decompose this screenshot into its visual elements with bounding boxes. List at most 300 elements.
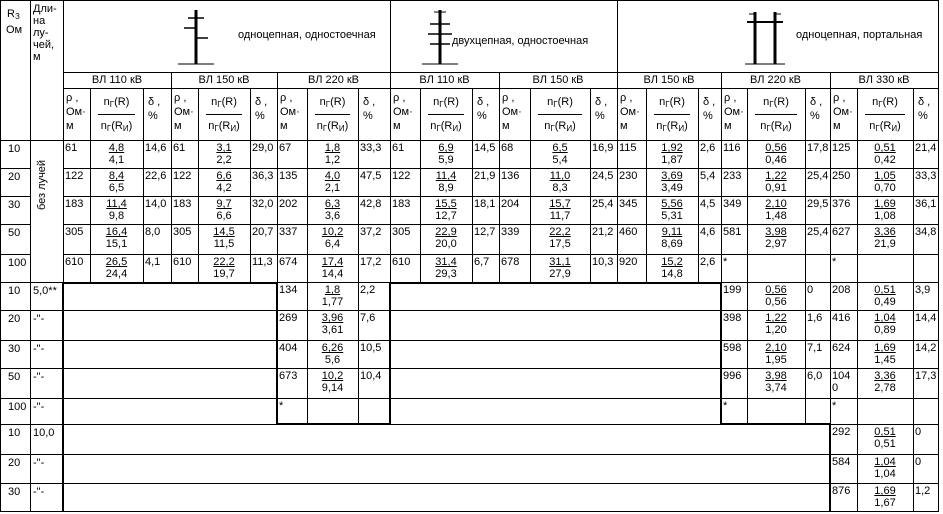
ratio-denominator: 0,89 [874,324,896,336]
table-rule [63,368,278,369]
ratio-header: $n_Г(R)$ [763,96,789,109]
table-rule [277,340,391,341]
ratio-denominator: 6,5 [108,182,125,194]
table-rule [830,140,831,169]
table-rule [277,368,391,369]
table-rule [830,224,831,255]
ratio-numerator: 8,4 [108,170,125,182]
table-rule [90,140,91,169]
rho-value: 116 [723,142,741,154]
delta-value: 4,5 [700,198,716,210]
ratio-denominator: 4,2 [216,182,232,194]
group-label: одноцепная, портальная [796,29,923,41]
table-rule [63,483,831,484]
table-rule [747,282,748,311]
table-rule [805,224,806,255]
ratio-denominator: 19,7 [213,268,235,280]
ratio-denominator: 6,4 [324,238,341,250]
ratio-numerator: 0,51 [874,284,896,296]
table-rule [646,140,647,169]
table-rule [530,254,531,283]
ratio-denominator: 1,48 [765,210,787,222]
table-rule [805,254,806,283]
rho-value: 183 [173,198,192,210]
delta-value: 10,5 [360,342,382,354]
table-rule [90,196,91,225]
ratio-numerator: 9,11 [661,226,683,238]
ratio-numerator: 6,3 [324,198,341,210]
delta-value: 21,4 [915,142,937,154]
table-rule [830,424,939,425]
ratio-numerator: 17,4 [321,256,344,268]
delta-value: 29,5 [807,198,829,210]
ratio-numerator: 0,56 [765,284,787,296]
table-rule [721,254,831,255]
table-rule [530,224,531,255]
ratio-numerator: 2,10 [765,198,787,210]
table-rule [30,483,64,484]
rho-value: 135 [279,170,298,182]
table-rule [171,196,172,225]
table-rule [90,168,91,197]
table-rule [0,310,31,311]
table-rule [913,483,914,512]
rho-header: ρ , [66,92,79,104]
rho-value: 67 [279,142,292,154]
rho-header: Ом· [724,106,744,118]
table-rule [830,282,831,311]
ratio-numerator: 11,4 [435,170,457,182]
table-rule [198,254,199,283]
delta-value: 17,3 [915,370,937,382]
voltage-label: ВЛ 220 кВ [307,74,360,86]
rho-value: 269 [279,312,298,324]
ratio-numerator: 4,0 [324,170,341,182]
table-rule [721,254,722,283]
table-rule [938,140,939,169]
ratio-denominator: 20,0 [435,238,457,250]
row-rz: 10 [8,285,21,297]
ratio-denominator: 1,95 [765,354,787,366]
table-rule [171,168,278,169]
table-rule [938,483,939,512]
delta-header: δ , [255,96,268,108]
delta-header: δ , [595,96,608,108]
ratio-denominator: 12,7 [435,210,457,222]
table-rule [913,196,914,225]
table-rule [913,140,914,169]
rho-header: ρ , [620,92,633,104]
ratio-numerator: 1,04 [874,456,896,468]
delta-value: 14,5 [474,142,496,154]
table-rule [805,368,806,399]
rho-header: ρ , [833,92,846,104]
table-rule [358,398,359,425]
table-rule [390,224,500,225]
table-rule [747,88,748,141]
table-rule [938,196,939,225]
table-rule [0,196,31,197]
delta-value: 34,8 [915,226,937,238]
rho-value: 398 [723,312,742,324]
row-length: 5,0** [33,285,57,297]
table-rule [617,168,618,197]
table-rule [938,340,939,369]
table-rule [250,140,251,169]
ratio-denominator: 1,87 [661,154,683,166]
table-rule [277,72,278,141]
table-rule [499,196,500,225]
ratio-numerator: 15,5 [435,198,457,210]
ratio-denominator: 3,74 [765,382,787,394]
table-rule [830,511,939,512]
delta-value: 21,9 [474,170,496,182]
rho-header: Ом· [174,106,194,118]
ratio-denominator: 0,49 [874,296,896,308]
length-header: м [33,51,41,63]
rho-header: Ом· [280,106,300,118]
ratio-header: $n_Г(R)$ [872,96,898,109]
table-rule [805,282,806,311]
rho-value: 996 [723,370,742,382]
delta-value: 4,6 [700,226,716,238]
table-rule [721,196,831,197]
delta-header: δ , [810,96,823,108]
ratio-numerator: 10,2 [321,370,344,382]
table-rule [277,140,278,169]
ratio-denominator: 1,2 [324,154,341,166]
table-rule [0,282,31,283]
table-rule [143,254,144,283]
ratio-denominator: 17,5 [549,238,571,250]
ratio-header: $n_Г(R)$ [659,96,685,109]
rho-value: 610 [65,256,84,268]
thick-border [276,282,278,425]
ratio-numerator: 3,98 [765,226,787,238]
table-rule [63,310,278,311]
table-rule [830,224,939,225]
rho-header: м [724,120,732,132]
ratio-denominator: 14,8 [661,268,683,280]
delta-value: 24,5 [592,170,614,182]
table-rule [143,224,144,255]
table-rule [472,88,473,141]
ratio-numerator: 6,6 [216,170,232,182]
ratio-numerator: 2,10 [765,342,787,354]
delta-value: 0 [807,284,814,296]
rho-value: 122 [173,170,192,182]
ratio-denominator: 0,91 [765,182,787,194]
table-rule [646,224,647,255]
row-rz: 20 [8,457,21,469]
ratio-denominator: 2,97 [765,238,787,250]
table-rule [63,140,172,141]
table-rule [590,254,591,283]
delta-value: 47,5 [360,170,382,182]
ratio-numerator: 11,4 [106,198,127,210]
table-rule [530,88,531,141]
thick-border [390,282,722,284]
table-rule [938,424,939,455]
ratio-numerator: 22,2 [213,256,235,268]
voltage-label: ВЛ 150 кВ [532,74,584,86]
row-rz: 10 [8,427,21,439]
table-rule [857,224,858,255]
table-rule [250,254,251,283]
table-rule [499,196,618,197]
ratio-denominator: 1,04 [874,468,896,480]
table-rule [63,424,278,425]
table-rule [277,224,278,255]
table-rule [90,224,91,255]
table-border [0,511,939,512]
rho-header: м [280,120,288,132]
ratio-numerator: 6,5 [552,142,568,154]
delta-header: δ , [477,96,490,108]
table-rule [171,72,172,141]
table-rule [747,168,748,197]
ratio-denominator: 5,9 [438,154,454,166]
delta-header: % [810,110,820,122]
table-rule [721,310,831,311]
ratio-denominator: 1,08 [874,210,896,222]
table-rule [938,368,939,399]
table-rule [805,398,806,425]
ratio-numerator: 5,56 [661,198,683,210]
delta-value: 12,7 [474,226,496,238]
delta-value: 17,8 [807,142,829,154]
rho-value: 61 [173,142,186,154]
ratio-numerator: 0,51 [874,142,896,154]
table-rule [830,398,831,425]
table-rule [420,224,421,255]
table-rule [472,140,473,169]
table-rule [63,340,278,341]
rho-value: 339 [501,226,520,238]
table-rule [721,282,831,283]
ratio-denominator: 1,77 [321,296,344,308]
table-rule [830,340,939,341]
rho-value: 233 [723,170,742,182]
row-rz: 30 [8,486,21,498]
table-rule [830,72,831,141]
delta-value: 7,6 [360,312,376,324]
delta-value: 11,3 [252,256,273,268]
rho-value: * [832,400,837,412]
table-rule [307,224,308,255]
delta-value: 14,2 [915,342,937,354]
table-rule [90,254,91,283]
ratio-numerator: 3,69 [661,170,683,182]
delta-value: 0 [915,426,922,438]
length-header: чей, [33,39,55,51]
single-circuit-tower-icon [176,6,216,71]
table-rule [617,140,722,141]
table-rule [857,254,858,283]
length-header: на [33,15,46,27]
table-rule [913,398,914,425]
group-label: одноцепная, одностоечная [238,29,376,41]
ratio-header: $n_Г(R_И)$ [656,120,688,133]
table-rule [390,168,500,169]
delta-value: 1,2 [915,485,931,497]
table-rule [171,140,278,141]
rho-header: ρ , [724,92,737,104]
ratio-numerator: 3,1 [216,142,232,154]
table-rule [857,368,858,399]
ratio-numerator: 1,69 [874,342,896,354]
table-rule [307,168,308,197]
row-length: -"- [33,313,45,325]
ratio-header: $n_Г(R)$ [103,96,130,109]
table-rule [63,196,64,225]
table-rule [250,224,251,255]
table-rule [499,224,618,225]
table-rule [171,224,172,255]
fraction-bar [206,114,242,115]
table-rule [617,196,618,225]
table-rule [277,196,278,225]
table-rule [63,224,64,255]
table-rule [747,196,748,225]
row-rz: 20 [8,171,21,183]
table-rule [913,310,914,341]
table-rule [499,140,618,141]
table-rule [250,196,251,225]
row-length: 10,0 [33,427,55,439]
table-rule [830,368,831,399]
table-rule [721,368,831,369]
ratio-numerator: 26,5 [105,256,128,268]
table-rule [913,454,914,484]
table-rule [390,196,391,225]
ratio-numerator: 1,8 [324,142,341,154]
table-rule [63,168,172,169]
table-rule [277,254,278,283]
ratio-numerator: 11,0 [549,170,571,182]
table-rule [499,254,618,255]
table-rule [358,254,359,283]
table-rule [857,168,858,197]
table-rule [420,88,421,141]
table-rule [590,196,591,225]
delta-header: % [363,110,373,122]
delta-value: 25,4 [592,198,614,210]
table-rule [277,254,391,255]
table-rule [171,254,278,255]
ratio-numerator: 31,1 [549,256,571,268]
table-rule [830,310,939,311]
rho-header: Ом· [393,106,413,118]
voltage-label: ВЛ 110 кВ [419,74,470,86]
table-rule [0,368,31,369]
delta-value: 32,0 [252,198,274,210]
rho-value: 610 [392,256,411,268]
rho-value: 345 [619,198,638,210]
delta-value: 20,7 [252,226,274,238]
ratio-numerator: 4,8 [108,142,125,154]
table-rule [721,224,722,255]
rho-header: ρ , [174,92,187,104]
table-rule [857,340,858,369]
ratio-numerator: 3,96 [321,312,344,324]
rho-value: 202 [279,198,298,210]
rho-value: 208 [832,284,851,296]
table-rule [938,310,939,341]
ratio-header: $n_Г(R)$ [433,96,459,109]
rho-value: 673 [279,370,298,382]
table-rule [198,88,199,141]
table-rule [390,196,500,197]
rho-header: Ом· [502,106,522,118]
ratio-header: $n_Г(R_И)$ [316,120,349,133]
delta-value: 33,3 [360,142,382,154]
fraction-bar [315,114,350,115]
table-rule [747,368,748,399]
table-rule [277,224,391,225]
table-rule [938,454,939,484]
fraction-bar [428,114,464,115]
rho-header: м [66,120,74,132]
table-rule [63,398,278,399]
delta-header: δ , [363,96,376,108]
table-rule [938,398,939,425]
ratio-denominator: 27,9 [549,268,571,280]
ratio-numerator: 22,2 [549,226,571,238]
table-rule [277,140,391,141]
table-rule [857,398,858,425]
table-rule [358,368,359,399]
ratio-header: $n_Г(R)$ [547,96,573,109]
delta-header: % [703,110,713,122]
table-rule [698,140,699,169]
rho-value: 183 [392,198,411,210]
table-rule [63,254,172,255]
ratio-numerator: 15,7 [549,198,571,210]
rho-value: 349 [723,198,742,210]
ratio-numerator: 3,36 [874,226,896,238]
delta-header: δ , [918,96,931,108]
table-rule [277,168,278,197]
rho-value: 305 [173,226,192,238]
table-rule [830,310,831,341]
ratio-denominator: 8,9 [438,182,454,194]
delta-value: 18,1 [474,198,496,210]
delta-value: 25,4 [807,226,829,238]
fraction-bar [98,114,135,115]
delta-value: 4,1 [145,256,161,268]
table-rule [171,224,278,225]
table-rule [277,168,391,169]
row-length: -"- [33,343,45,355]
rho-value: 678 [501,256,520,268]
ratio-denominator: 8,69 [661,238,683,250]
delta-header: δ , [148,96,161,108]
table-rule [390,310,722,311]
ratio-denominator: 0,51 [874,438,896,450]
table-rule [530,168,531,197]
rho-header: м [502,120,510,132]
table-rule [390,254,391,283]
table-rule [830,368,939,369]
table-rule [499,72,500,141]
table-rule [830,254,831,283]
table-rule [390,254,500,255]
ratio-header: $n_Г(R_И)$ [100,120,133,133]
ratio-numerator: 1,69 [874,485,896,497]
table-rule [30,340,64,341]
table-rule [63,196,172,197]
